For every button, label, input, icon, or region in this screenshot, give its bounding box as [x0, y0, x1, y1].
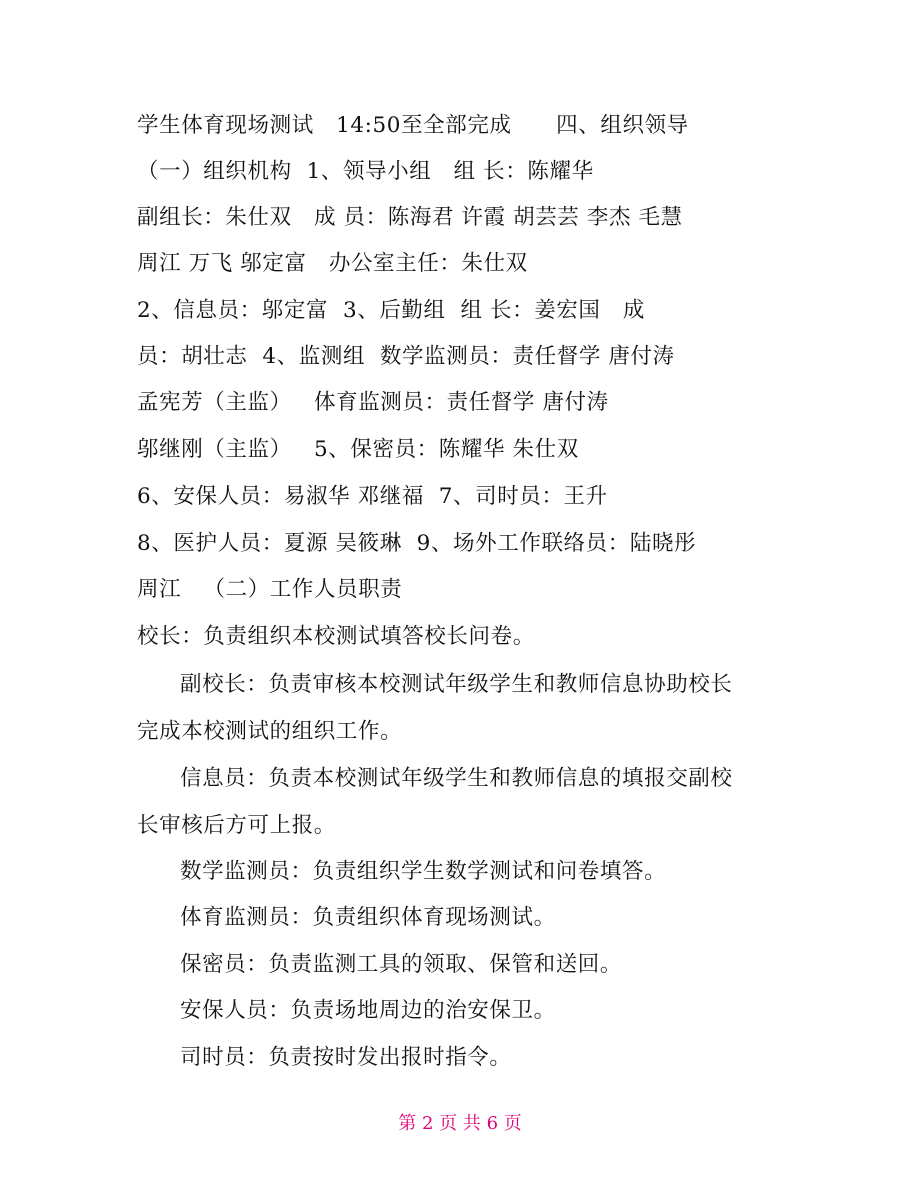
page-number-footer: 第 2 页 共 6 页: [398, 1113, 522, 1134]
text-line: 6、安保人员：易淑华 邓继福 7、司时员：王升: [137, 484, 608, 509]
text-line: 孟宪芳（主监） 体育监测员：责任督学 唐付涛: [137, 390, 609, 415]
text-line: 学生体育现场测试 14:50至全部完成 四、组织领导: [137, 113, 689, 138]
text-line: 副组长：朱仕双 成 员：陈海君 许霞 胡芸芸 李杰 毛慧: [137, 205, 683, 230]
text-line: 周江 （二）工作人员职责: [137, 577, 403, 602]
text-line: 副校长：负责审核本校测试年级学生和教师信息协助校长: [180, 672, 733, 697]
text-line: 安保人员：负责场地周边的治安保卫。: [180, 998, 556, 1023]
text-line: 长审核后方可上报。: [137, 813, 336, 838]
text-line: （一）组织机构 1、领导小组 组 长：陈耀华: [137, 159, 594, 184]
text-line: 邬继刚（主监） 5、保密员：陈耀华 朱仕双: [137, 437, 579, 462]
text-line: 员：胡壮志 4、监测组 数学监测员：责任督学 唐付涛: [137, 344, 675, 369]
text-line: 2、信息员：邬定富 3、后勤组 组 长：姜宏国 成: [137, 298, 645, 323]
text-line: 完成本校测试的组织工作。: [137, 719, 403, 744]
text-line: 司时员：负责按时发出报时指令。: [180, 1045, 512, 1070]
text-line: 体育监测员：负责组织体育现场测试。: [180, 905, 556, 930]
text-line: 数学监测员：负责组织学生数学测试和问卷填答。: [180, 859, 667, 884]
text-line: 校长：负责组织本校测试填答校长问卷。: [137, 624, 535, 649]
text-line: 8、医护人员：夏源 吴筱琳 9、场外工作联络员：陆晓彤: [137, 531, 697, 556]
text-line: 周江 万飞 邬定富 办公室主任：朱仕双: [137, 251, 528, 276]
text-line: 保密员：负责监测工具的领取、保管和送回。: [180, 952, 623, 977]
text-line: 信息员：负责本校测试年级学生和教师信息的填报交副校: [180, 766, 733, 791]
